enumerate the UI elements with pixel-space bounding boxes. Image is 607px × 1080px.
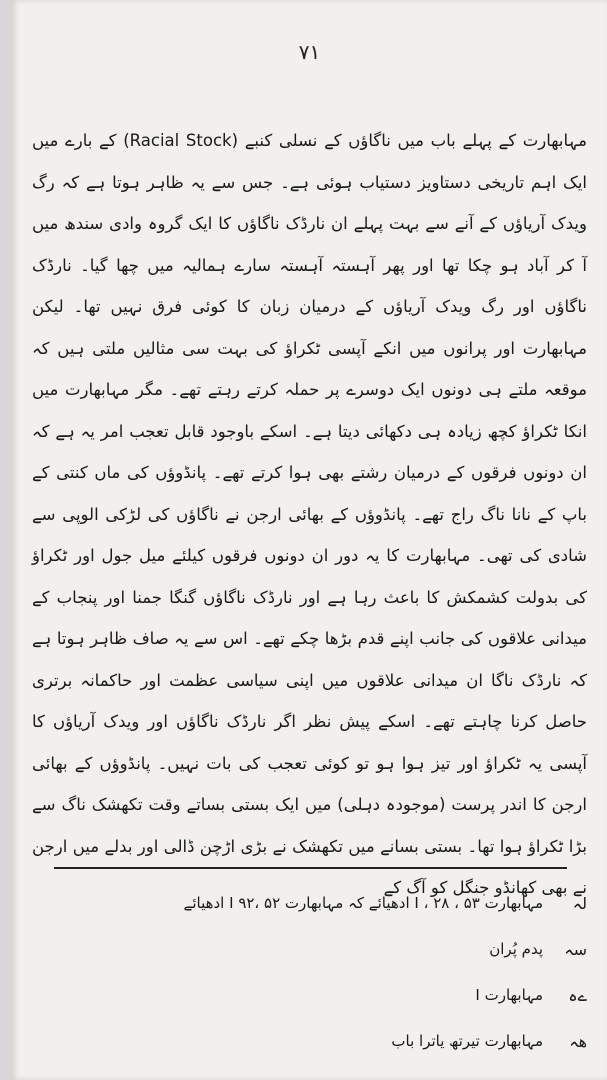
body-paragraph: مہابھارت کے پہلے باب میں ناگاؤں کے نسلی کنبے (Racial Stock) کے بارے میں ایک اہم تاریخی دستاویز دستیاب ہوئی ہے۔ جس سے یہ ظاہر ہوتا ہے کہ رگ ویدک آریاؤں کے آنے سے بہت پہلے ان نارڈک ناگاؤں کا ایک گروہ وادی سندھ میں آ کر آباد ہو چکا تھا اور پھر آہستہ آہستہ سارے ہمالیہ میں چھا گیا۔ نارڈک ناگاؤں اور رگ ویدک آریاؤں کے درمیان زبان کا کوئی فرق نہیں تھا۔ لیکن مہابھارت اور پرانوں میں انکے آپسی ٹکراؤ کی بہت سی مثالیں ملتی ہیں کہ موقعہ ملتے ہی دونوں ایک دوسرے پر حملہ کرتے رہتے تھے۔ مگر مہابھارت میں انکا ٹکراؤ کچھ زیادہ ہی دکھائی دیتا ہے۔ اسکے باوجود قابل تعجب امر یہ ہے کہ ان دونوں فرقوں کے درمیان رشتے بھی ہوا کرتے تھے۔ پانڈوؤں کی ماں کنتی کے باپ کے نانا ناگ راج تھے۔ پانڈوؤں کے بھائی ارجن نے ناگاؤں کی لڑکی الوپی سے شادی کی تھی۔ مہابھارت کا یہ دور ان دونوں فرقوں کیلئے میل جول اور ٹکراؤ کی بدولت کشمکش کا باعث رہا ہے اور نارڈک ناگاؤں گنگا جمنا اور پنجاب کے میدانی علاقوں کی جانب اپنے قدم بڑھا چکے تھے۔ اس سے یہ صاف ظاہر ہوتا ہے کہ نارڈک ناگا ان میدانی علاقوں میں اپنی سیاسی عظمت اور حاکمانہ برتری حاصل کرنا چاہتے تھے۔ اسکے پیش نظر اگر نارڈک ناگاؤں اور ویدک آریاؤں کا آپسی یہ ٹکراؤ اور تیز ہوا ہو تو کوئی تعجب کی بات نہیں۔ پانڈوؤں کے بھائی ارجن کا اندر پرست (موجودہ دہلی) میں ایک بستی بساتے وقت تکھشک ناگ سے بڑا ٹکراؤ ہوا تھا۔ بستی بسانے میں تکھشک نے بڑی اڑچن ڈالی اور بدلے میں ارجن نے بھی کھانڈو جنگل کو آگ کے [32, 131, 588, 897]
footnote-marker: ےہ [568, 985, 587, 1005]
footnote-marker: ھہ [569, 1031, 587, 1051]
book-page [12, 0, 607, 1080]
footnote-text: مہابھارت تیرتھ یاترا باب [391, 1032, 543, 1050]
body-text [32, 120, 587, 909]
page-number: ۷۱ [298, 40, 321, 64]
footnote-2 [32, 926, 587, 972]
footnote-text: مہابھارت I ، ۲۸ ، ۵۳ ادھیائے کہ مہابھارت I ۹۲، ۵۲ ادھیائے [183, 894, 543, 912]
footnote-4 [32, 1018, 587, 1064]
footnotes [32, 880, 587, 1064]
footnote-1 [32, 880, 587, 926]
footnote-text: پدم پُران [489, 940, 543, 958]
footnote-text: مہابھارت I [475, 986, 543, 1004]
footnote-marker: سہ [564, 939, 587, 959]
footnote-divider [54, 867, 567, 869]
footnote-marker: لہ [572, 893, 587, 913]
footnote-3 [32, 972, 587, 1018]
